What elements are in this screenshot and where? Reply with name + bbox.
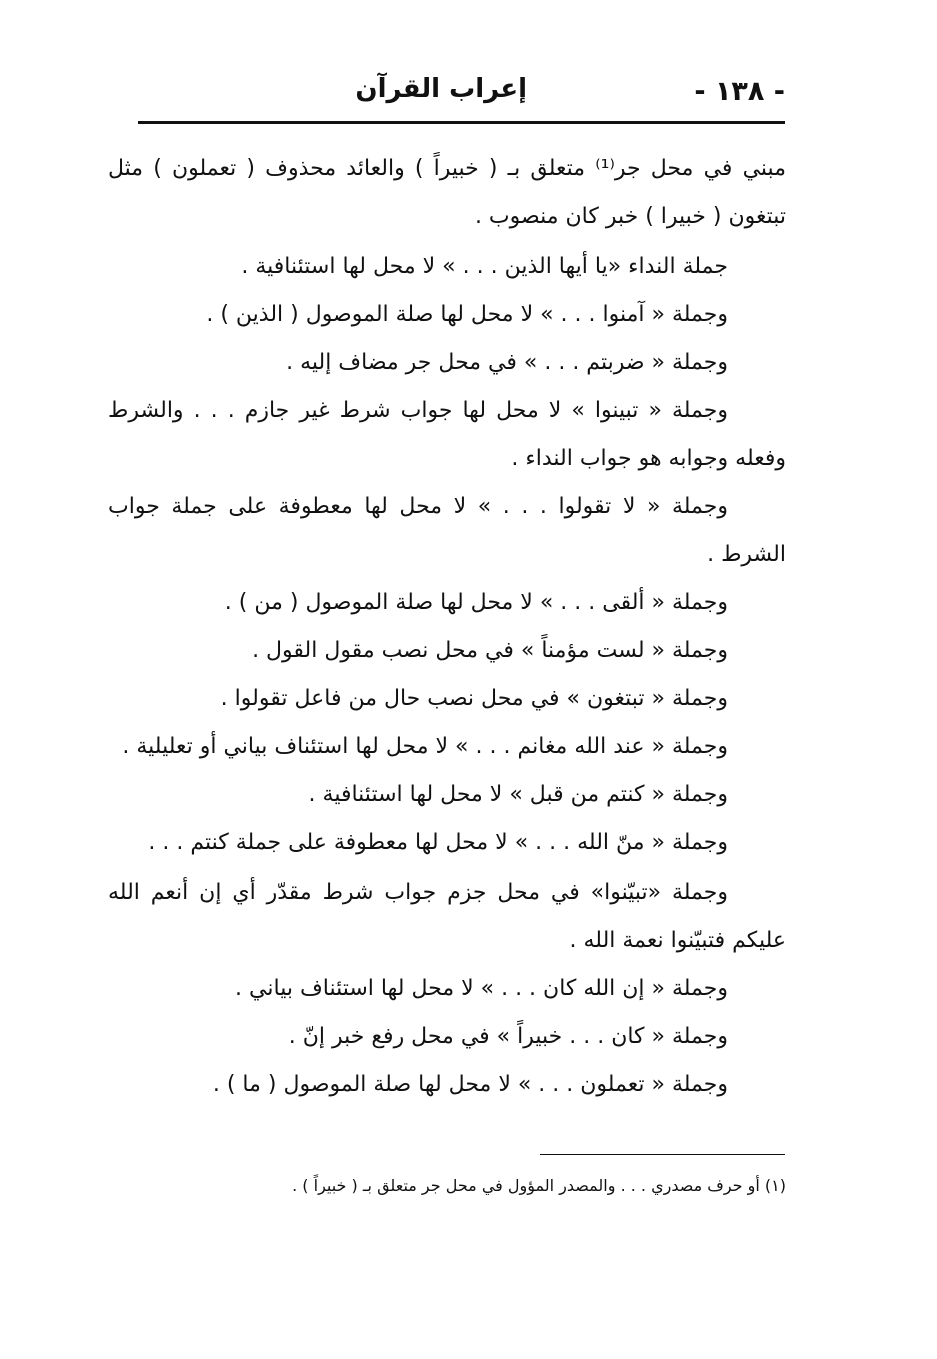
header-divider (138, 121, 785, 124)
text-line: وجملة « ضربتم . . . » في محل جر مضاف إليه . (286, 350, 728, 375)
footnote-divider (540, 1154, 785, 1155)
text-line: وجملة « تبينوا » لا محل لها جواب شرط غير جازم . . . والشرط (108, 398, 728, 423)
text-line: مبني في محل جر⁽¹⁾ متعلق بـ ( خبيراً ) والعائد محذوف ( تعملون ) مثل (108, 156, 786, 181)
text-line: وجملة « كان . . . خبيراً » في محل رفع خبر إنّ . (288, 1024, 728, 1049)
page-number: - ١٣٨ - (694, 76, 785, 107)
text-line: وجملة « لا تقولوا . . . » لا محل لها معطوفة على جملة جواب (108, 494, 728, 519)
text-line: وجملة « عند الله مغانم . . . » لا محل لها استئناف بياني أو تعليلية . (122, 734, 728, 759)
body-text (108, 145, 786, 1109)
text-line: جملة النداء «يا أيها الذين . . . » لا محل لها استئنافية . (241, 254, 728, 279)
text-line: الشرط . (707, 542, 786, 567)
footnote: (١) أو حرف مصدري . . . والمصدر المؤول في محل جر متعلق بـ ( خبيراً ) . (292, 1176, 786, 1195)
book-title: إعراب القرآن (355, 74, 527, 104)
text-line: عليكم فتبيّنوا نعمة الله . (569, 928, 786, 953)
text-line: وجملة « كنتم من قبل » لا محل لها استئنافية . (308, 782, 728, 807)
text-line: وجملة « ألقى . . . » لا محل لها صلة الموصول ( من ) . (224, 590, 728, 615)
text-line: وفعله وجوابه هو جواب النداء . (511, 446, 786, 471)
text-line: وجملة « منّ الله . . . » لا محل لها معطوفة على جملة كنتم . . . (148, 830, 728, 855)
text-line: تبتغون ( خبيرا ) خبر كان منصوب . (474, 204, 786, 229)
text-line: وجملة « إن الله كان . . . » لا محل لها استئناف بياني . (235, 976, 728, 1001)
text-line: وجملة « آمنوا . . . » لا محل لها صلة الموصول ( الذين ) . (206, 302, 728, 327)
text-line: وجملة « تعملون . . . » لا محل لها صلة الموصول ( ما ) . (212, 1072, 728, 1097)
text-line: وجملة « لست مؤمناً » في محل نصب مقول القول . (252, 638, 728, 663)
page-header (138, 70, 785, 118)
text-line: وجملة «تبيّنوا» في محل جزم جواب شرط مقدّر أي إن أنعم الله (108, 880, 728, 905)
text-line: وجملة « تبتغون » في محل نصب حال من فاعل تقولوا . (220, 686, 728, 711)
